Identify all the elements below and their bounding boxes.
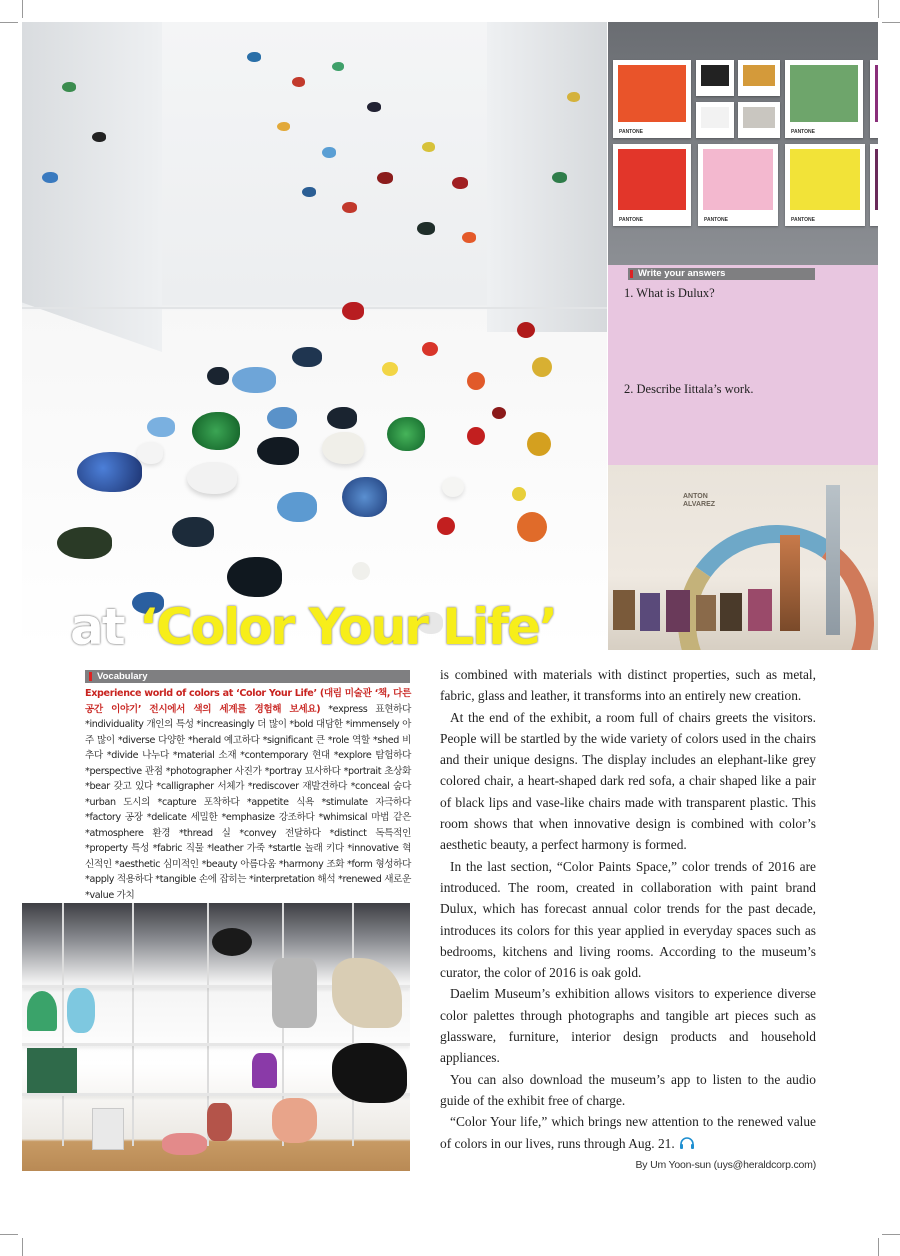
glass-bird [512, 487, 526, 501]
crop-mark [0, 22, 18, 23]
feature-title-color-your-life: ‘Color Your Life’ [139, 598, 556, 650]
chair [252, 1053, 277, 1088]
glass-bird [517, 322, 535, 338]
chair [332, 1043, 407, 1103]
headphones-icon [679, 1137, 695, 1149]
glass-bird [422, 142, 435, 152]
chair [207, 1103, 232, 1141]
byline: By Um Yoon-sun (uys@heraldcorp.com) [635, 1159, 816, 1171]
chair [27, 991, 57, 1031]
pantone-chip [870, 144, 878, 226]
crop-mark [0, 1234, 18, 1235]
answers-header-bar [628, 268, 815, 280]
glass-bird [517, 512, 547, 542]
glass-bird [467, 372, 485, 390]
glass-bird [332, 62, 344, 71]
crop-mark [22, 0, 23, 18]
gallery-floor-edge [22, 307, 607, 309]
article-paragraph: Daelim Museum’s exhibition allows visitors to experience diverse color palettes through photographs and tangible art pieces such as glassware, furniture, interior design products and household appliances. [440, 986, 816, 1066]
glass-bird [532, 357, 552, 377]
artist-sign: ANTON ALVAREZ [683, 493, 716, 508]
vocabulary-list [85, 686, 411, 903]
glass-bird [467, 427, 485, 445]
glass-bird [137, 442, 163, 464]
shelf-post [132, 903, 134, 1146]
article-body [440, 664, 816, 1154]
glass-bird [567, 92, 580, 102]
glass-bird [277, 122, 290, 131]
pantone-chip [696, 60, 734, 96]
tower-sculpture [826, 485, 840, 635]
pantone-chip [870, 60, 878, 138]
glass-bird [342, 202, 357, 213]
stool [640, 593, 660, 631]
glass-bird [187, 462, 237, 494]
glass-bird [387, 417, 425, 451]
chair [272, 958, 317, 1028]
glass-bird [322, 432, 364, 464]
glass-bird [172, 517, 214, 547]
glass-bird [302, 187, 316, 197]
glass-bird [147, 417, 175, 437]
hero-photo-glass-birds [22, 22, 607, 650]
glass-bird [462, 232, 476, 243]
vocabulary-header: Vocabulary [97, 671, 148, 682]
stool [748, 589, 772, 631]
vocabulary-lead: Experience world of colors at ‘Color Your Life’ (대림 미술관 ‘책, 다른 공간 이야기’ 전시에서 색의 세계를 경험해 보세요) [85, 688, 411, 715]
glass-bird [377, 172, 393, 184]
pantone-chip [738, 60, 780, 96]
glass-bird [367, 102, 381, 112]
glass-bird [552, 172, 567, 183]
glass-bird [442, 477, 464, 497]
stool [720, 593, 742, 631]
article-paragraph-last: “Color Your life,” which brings new attention to the renewed value of colors in our lives, runs through Aug. 21. [440, 1114, 816, 1151]
feature-title-at: at [70, 598, 124, 650]
stool [613, 590, 635, 630]
pantone-chip: PANTONE [785, 144, 865, 226]
shelf-post [62, 903, 64, 1146]
gallery-wall-right [487, 22, 607, 332]
article-paragraph: You can also download the museum’s app to listen to the audio guide of the exhibit free of charge. [440, 1071, 816, 1108]
glass-bird [57, 527, 112, 559]
crop-mark [882, 22, 900, 23]
pantone-chip: PANTONE [613, 144, 691, 226]
glass-bird [322, 147, 336, 158]
crop-mark [22, 1238, 23, 1256]
pantone-chip: PANTONE [785, 60, 863, 138]
glass-bird [267, 407, 297, 429]
glass-bird [422, 342, 438, 356]
article-paragraph: At the end of the exhibit, a room full of chairs greets the visitors. People will be startled by the wide variety of colors used in the chairs and their unique designs. The display includes an elephant-like grey colored chair, a heart-shaped dark red sofa, a chair shaped like a pair of black lips and vase-like chairs made with transparent plastic. This room shows that when innovative design is combined with color’s aesthetic beauty, a perfect harmony is formed. [440, 709, 816, 853]
chair [212, 928, 252, 956]
pantone-chip [696, 102, 734, 138]
glass-bird [352, 562, 370, 580]
answers-header: Write your answers [638, 268, 726, 279]
glass-bird [292, 347, 322, 367]
stool [780, 535, 800, 631]
installation-photo [608, 465, 878, 650]
pantone-gallery-photo [608, 22, 878, 265]
pantone-chip [738, 102, 780, 138]
glass-bird [452, 177, 468, 189]
stool [666, 590, 690, 632]
chair [332, 958, 402, 1028]
glass-bird [92, 132, 106, 142]
stool [696, 595, 716, 631]
article-paragraph: In the last section, “Color Paints Space,” color trends of 2016 are introduced. The room, created in collaboration with paint brand Dulux, which has forecast annual color trends for the past decade, introduces its colors for this year applied in everyday spaces such as bedrooms, kitchens and living rooms. According to the museum’s curator, the color of 2016 is oak gold. [440, 858, 816, 981]
glass-bird [207, 367, 229, 385]
glass-bird [492, 407, 506, 419]
glass-bird [257, 437, 299, 465]
write-your-answers-box [608, 265, 878, 465]
feature-title [70, 598, 556, 650]
chair [27, 1048, 77, 1093]
glass-bird [277, 492, 317, 522]
chair [162, 1133, 207, 1155]
chair [67, 988, 95, 1033]
glass-bird [342, 302, 364, 320]
glass-bird [527, 432, 551, 456]
chair [272, 1098, 317, 1143]
glass-bird [437, 517, 455, 535]
glass-bird [62, 82, 76, 92]
glass-bird [42, 172, 58, 183]
vocabulary-header-bar [85, 670, 410, 683]
glass-bird [417, 222, 435, 235]
glass-bird [232, 367, 276, 393]
glass-bird [292, 77, 305, 87]
glass-bird [77, 452, 142, 492]
question-2: 2. Describe Iittala’s work. [624, 382, 754, 396]
glass-bird [192, 412, 240, 450]
chair-room-photo [22, 903, 410, 1171]
glass-bird [227, 557, 282, 597]
chair [92, 1108, 124, 1150]
crop-mark [882, 1234, 900, 1235]
pantone-chip: PANTONE [613, 60, 691, 138]
glass-bird [342, 477, 387, 517]
question-1: 1. What is Dulux? [624, 286, 715, 300]
article-paragraph: is combined with materials with distinct properties, such as metal, fabric, glass and leather, it transforms into an entirely new creation. [440, 667, 816, 704]
gallery-wall-left [22, 22, 162, 352]
vocabulary-entries: *express 표현하다 *individuality 개인의 특성 *increasingly 더 많이 *bold 대담한 *immensely 아주 많이 *diverse 다양한 *herald 예고하다 *significant 큰 *role 역할 *shed 비추다 *divide 나누다 *material 소재 *contemporary 현대 *explore 탐험하다 *perspective 관점 *photographer 사진가 *portray 묘사하다 *portrait 초상화 *bear 갖고 있다 *calligrapher 서체가 *rediscover 재발견하다 *conceal 숨다 *urban 도시의 *capture 포착하다 *appetite 식욕 *stimulate 자극하다 *factory 공장 *delicate 세밀한 *emphasize 강조하다 *whimsical 마법 같은 *atmosphere 환경 *thread 실 *convey 전달하다 *distinct 독특적인 *property 특성 *fabric 직물 *leather 가죽 *startle 놀래 키다 *innovative 혁신적인 *aesthetic 심미적인 *beauty 아름다움 *harmony 조화 *form 형성하다 *apply 적용하다 *tangible 손에 잡히는 *interpretation 해석 *renewed 새로운 *value 가치 [85, 703, 412, 901]
glass-bird [327, 407, 357, 429]
glass-bird [247, 52, 261, 62]
crop-mark [878, 1238, 879, 1256]
crop-mark [878, 0, 879, 18]
pantone-chip: PANTONE [698, 144, 778, 226]
glass-bird [382, 362, 398, 376]
